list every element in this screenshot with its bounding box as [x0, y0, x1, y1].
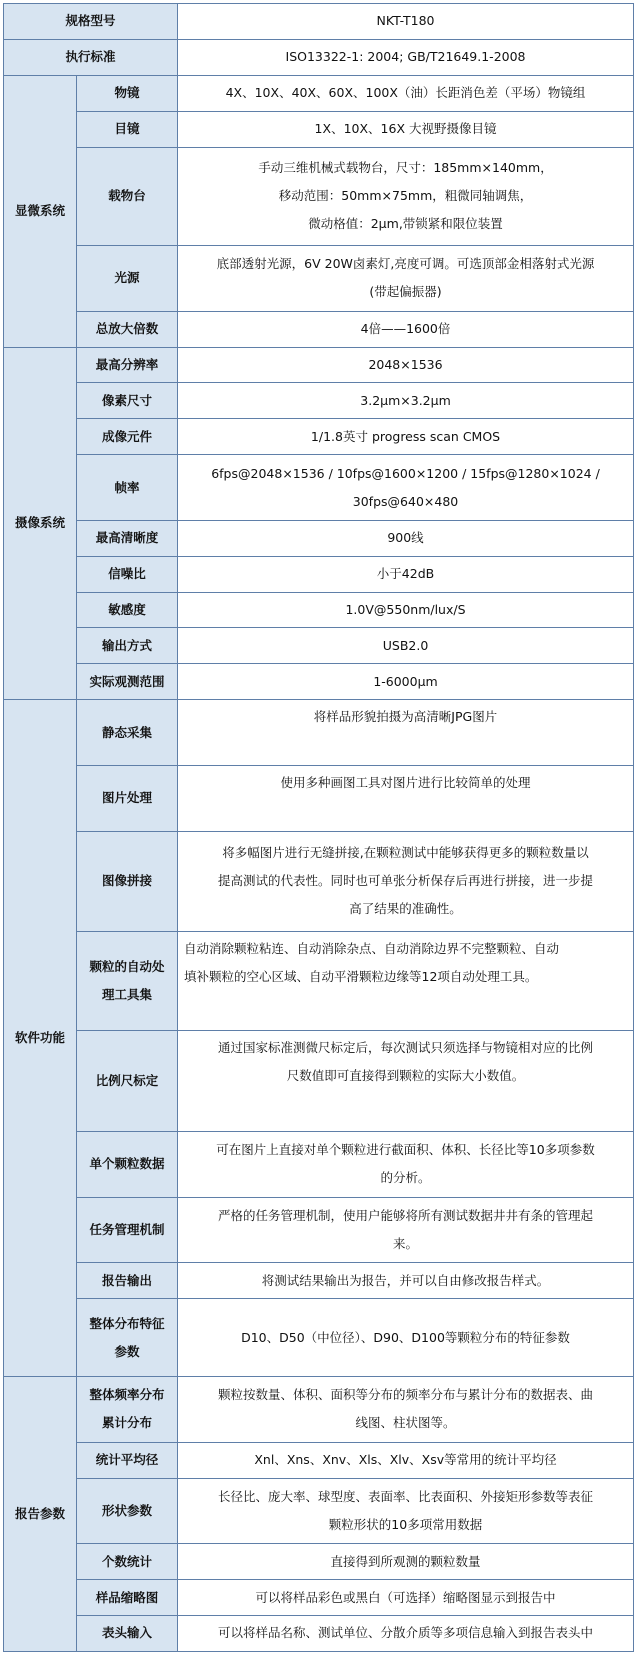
table-row: [4, 1478, 634, 1544]
table-row: [4, 147, 634, 245]
value-line: 可在图片上直接对单个颗粒进行截面积、体积、长径比等10多项参数: [216, 1142, 595, 1158]
table-row: [4, 765, 634, 831]
row-value: 4倍——1600倍: [178, 311, 634, 347]
row-label: 实际观测范围: [77, 664, 178, 700]
label-line: 颗粒的自动处: [89, 959, 165, 975]
value-line: 尺数值即可直接得到颗粒的实际大小数值。: [286, 1068, 525, 1084]
model-row: [4, 4, 634, 40]
row-value: 2048×1536: [178, 347, 634, 383]
row-value: 3.2μm×3.2μm: [178, 383, 634, 419]
row-value: [178, 1131, 634, 1197]
table-row: [4, 556, 634, 592]
value-line: 底部透射光源，6V 20W卤素灯,亮度可调。可选顶部金相落射式光源: [216, 256, 595, 272]
model-label: 规格型号: [4, 4, 178, 40]
row-label: 任务管理机制: [77, 1197, 178, 1263]
section-title-software: 软件功能: [4, 700, 77, 1377]
table-row: [4, 700, 634, 766]
table-row: [4, 1131, 634, 1197]
model-value: NKT-T180: [178, 4, 634, 40]
table-row: [4, 75, 634, 111]
row-value: 使用多种画图工具对图片进行比较简单的处理: [178, 765, 634, 831]
row-value: [178, 1377, 634, 1443]
value-line: 的分析。: [380, 1170, 431, 1186]
row-value: [178, 1197, 634, 1263]
row-label: 单个颗粒数据: [77, 1131, 178, 1197]
row-label: 形状参数: [77, 1478, 178, 1544]
row-label: 统计平均径: [77, 1442, 178, 1478]
value-line: 6fps@2048×1536 / 10fps@1600×1200 / 15fps@1280×1024 /: [211, 465, 600, 481]
section-title-report: 报告参数: [4, 1377, 77, 1652]
row-value: 1-6000μm: [178, 664, 634, 700]
row-label: 光源: [77, 246, 178, 312]
table-row: [4, 664, 634, 700]
standard-row: [4, 39, 634, 75]
row-label: [77, 932, 178, 1031]
table-row: [4, 1580, 634, 1616]
value-line: 颗粒按数量、体积、面积等分布的频率分布与累计分布的数据表、曲: [218, 1387, 594, 1403]
row-label: 像素尺寸: [77, 383, 178, 419]
row-label: 物镜: [77, 75, 178, 111]
table-row: [4, 1377, 634, 1443]
row-label: [77, 1377, 178, 1443]
table-row: [4, 111, 634, 147]
row-label: 载物台: [77, 147, 178, 245]
row-label: 比例尺标定: [77, 1031, 178, 1132]
section-title-camera: 摄像系统: [4, 347, 77, 700]
row-value: [178, 831, 634, 932]
row-value: [178, 455, 634, 521]
table-row: [4, 455, 634, 521]
table-row: [4, 1442, 634, 1478]
label-line: 累计分布: [102, 1415, 153, 1431]
table-row: [4, 1615, 634, 1651]
row-value: USB2.0: [178, 628, 634, 664]
row-label: 样品缩略图: [77, 1580, 178, 1616]
table-row: [4, 419, 634, 455]
value-line: 来。: [393, 1235, 419, 1251]
row-label: 最高分辨率: [77, 347, 178, 383]
row-value: [178, 147, 634, 245]
row-label: 成像元件: [77, 419, 178, 455]
row-label: [77, 1299, 178, 1377]
row-value: [178, 1031, 634, 1132]
value-line: 微动格值：2μm,带锁紧和限位装置: [308, 216, 503, 232]
value-line: 颗粒形状的10多项常用数据: [328, 1516, 483, 1532]
row-label: 报告输出: [77, 1263, 178, 1299]
table-row: [4, 347, 634, 383]
row-label: 输出方式: [77, 628, 178, 664]
row-value: Xnl、Xns、Xnv、Xls、Xlv、Xsv等常用的统计平均径: [178, 1442, 634, 1478]
row-value: 将样品形貌拍摄为高清晰JPG图片: [178, 700, 634, 766]
row-value: [178, 1478, 634, 1544]
table-row: [4, 1197, 634, 1263]
row-label: 帧率: [77, 455, 178, 521]
row-label: 图片处理: [77, 765, 178, 831]
value-line: 严格的任务管理机制，使用户能够将所有测试数据井井有条的管理起: [218, 1207, 594, 1223]
table-row: [4, 1031, 634, 1132]
table-row: [4, 932, 634, 1031]
row-value: 可以将样品彩色或黑白（可选择）缩略图显示到报告中: [178, 1580, 634, 1616]
value-line: 移动范围：50mm×75mm，粗微同轴调焦，: [278, 188, 533, 204]
table-row: [4, 311, 634, 347]
value-line: 提高测试的代表性。同时也可单张分析保存后再进行拼接，进一步提: [218, 873, 594, 889]
row-value: [178, 932, 634, 1031]
table-row: [4, 628, 634, 664]
value-line: 30fps@640×480: [352, 493, 459, 509]
table-row: [4, 1544, 634, 1580]
value-line: 将多幅图片进行无缝拼接,在颗粒测试中能够获得更多的颗粒数量以: [222, 845, 589, 861]
table-row: [4, 383, 634, 419]
table-row: [4, 520, 634, 556]
value-line: 手动三维机械式载物台，尺寸：185mm×140mm，: [258, 160, 553, 176]
label-line: 整体分布特征: [89, 1315, 165, 1331]
label-line: 整体频率分布: [89, 1387, 165, 1403]
row-label: 表头输入: [77, 1615, 178, 1651]
table-row: [4, 592, 634, 628]
row-value: 1/1.8英寸 progress scan CMOS: [178, 419, 634, 455]
row-value: D10、D50（中位径）、D90、D100等颗粒分布的特征参数: [178, 1299, 634, 1377]
section-title-microscope: 显微系统: [4, 75, 77, 347]
standard-value: ISO13322-1: 2004; GB/T21649.1-2008: [178, 39, 634, 75]
row-value: [178, 246, 634, 312]
label-line: 参数: [114, 1343, 140, 1359]
standard-label: 执行标准: [4, 39, 178, 75]
row-label: 个数统计: [77, 1544, 178, 1580]
row-value: 可以将样品名称、测试单位、分散介质等多项信息输入到报告表头中: [178, 1615, 634, 1651]
spec-table: [3, 3, 634, 1652]
row-label: 目镜: [77, 111, 178, 147]
label-line: 理工具集: [102, 987, 153, 1003]
table-row: [4, 831, 634, 932]
value-line: 线图、柱状图等。: [355, 1415, 456, 1431]
row-label: 信噪比: [77, 556, 178, 592]
table-row: [4, 1263, 634, 1299]
row-label: 最高清晰度: [77, 520, 178, 556]
row-value: 1.0V@550nm/lux/S: [178, 592, 634, 628]
value-line: 长径比、庞大率、球型度、表面率、比表面积、外接矩形参数等表征: [218, 1488, 594, 1504]
row-value: 900线: [178, 520, 634, 556]
row-value: 将测试结果输出为报告，并可以自由修改报告样式。: [178, 1263, 634, 1299]
value-line: 自动消除颗粒粘连、自动消除杂点、自动消除边界不完整颗粒、自动: [184, 941, 560, 957]
row-value: 直接得到所观测的颗粒数量: [178, 1544, 634, 1580]
table-row: [4, 1299, 634, 1377]
row-label: 图像拼接: [77, 831, 178, 932]
value-line: 高了结果的准确性。: [349, 901, 462, 917]
row-value: 4X、10X、40X、60X、100X（油）长距消色差（平场）物镜组: [178, 75, 634, 111]
row-label: 敏感度: [77, 592, 178, 628]
value-line: 填补颗粒的空心区域、自动平滑颗粒边缘等12项自动处理工具。: [184, 969, 538, 985]
row-label: 总放大倍数: [77, 311, 178, 347]
table-row: [4, 246, 634, 312]
row-label: 静态采集: [77, 700, 178, 766]
row-value: 1X、10X、16X 大视野摄像目镜: [178, 111, 634, 147]
row-value: 小于42dB: [178, 556, 634, 592]
value-line: 通过国家标准测微尺标定后，每次测试只须选择与物镜相对应的比例: [218, 1040, 594, 1056]
value-line: (带起偏振器): [369, 284, 442, 300]
